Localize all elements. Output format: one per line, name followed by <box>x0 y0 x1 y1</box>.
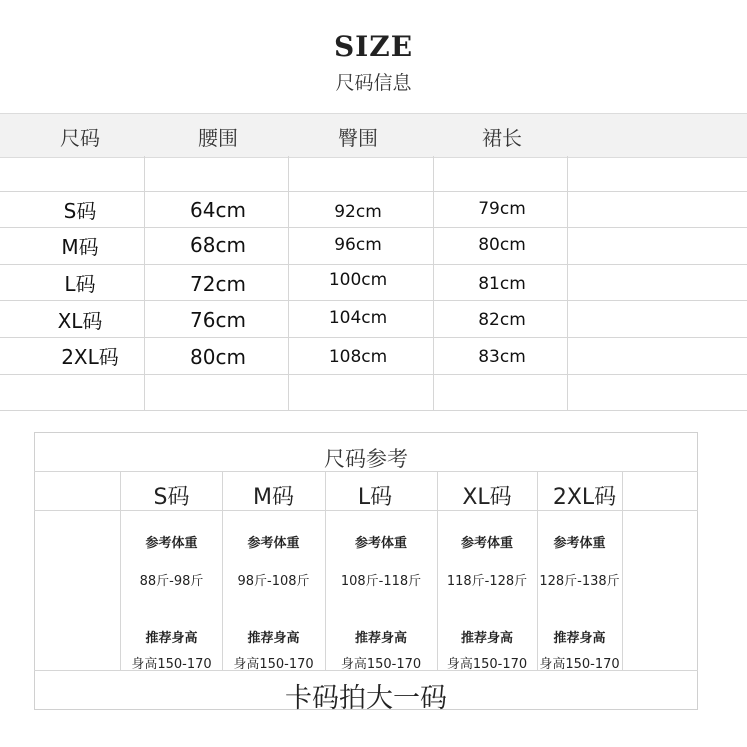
height-label: 推荐身高 <box>553 631 606 646</box>
grid-line <box>0 300 747 301</box>
grid-line <box>0 191 747 192</box>
weight-label: 参考体重 <box>553 536 606 551</box>
ref-size-2xl: 2XL码 <box>552 485 617 510</box>
row-length: 79cm <box>478 199 526 219</box>
row-size: S码 <box>63 199 97 223</box>
row-waist: 72cm <box>190 272 246 296</box>
grid-line <box>34 471 698 472</box>
height-label: 推荐身高 <box>145 631 198 646</box>
ref-size-xl: XL码 <box>462 485 512 510</box>
header-size: 尺码 <box>60 126 100 150</box>
row-size: L码 <box>64 272 96 296</box>
weight-label: 参考体重 <box>460 536 513 551</box>
ref-size-m: M码 <box>253 485 294 510</box>
row-hip: 92cm <box>334 202 382 222</box>
row-hip: 100cm <box>328 270 388 290</box>
header-waist: 腰围 <box>198 126 238 150</box>
height-range: 身高150-170 <box>131 657 212 672</box>
row-length: 82cm <box>478 310 526 330</box>
row-waist: 80cm <box>190 345 246 369</box>
reference-title: 尺码参考 <box>324 447 408 471</box>
weight-label: 参考体重 <box>145 536 198 551</box>
row-length: 83cm <box>478 347 526 367</box>
row-hip: 104cm <box>328 308 388 328</box>
height-label: 推荐身高 <box>247 631 300 646</box>
grid-line <box>567 156 568 410</box>
fit-note: 卡码拍大一码 <box>285 683 447 714</box>
row-size: XL码 <box>57 309 103 333</box>
grid-line <box>0 374 747 375</box>
grid-line <box>144 156 145 410</box>
weight-range: 98斤-108斤 <box>237 574 310 589</box>
height-label: 推荐身高 <box>460 631 513 646</box>
grid-line <box>0 337 747 338</box>
grid-line <box>0 264 747 265</box>
weight-range: 88斤-98斤 <box>139 574 204 589</box>
weight-range: 128斤-138斤 <box>539 574 620 589</box>
height-range: 身高150-170 <box>446 657 528 672</box>
height-range: 身高150-170 <box>539 657 620 672</box>
row-size: M码 <box>61 235 99 259</box>
row-waist: 64cm <box>190 198 246 222</box>
weight-range: 108斤-118斤 <box>340 574 422 589</box>
row-length: 80cm <box>478 235 526 255</box>
weight-label: 参考体重 <box>354 536 407 551</box>
grid-line <box>433 156 434 410</box>
height-range: 身高150-170 <box>233 657 314 672</box>
row-waist: 76cm <box>190 308 246 332</box>
page-subtitle: 尺码信息 <box>335 72 412 94</box>
row-size: 2XL码 <box>61 345 119 369</box>
weight-label: 参考体重 <box>247 536 300 551</box>
grid-line <box>0 410 747 411</box>
row-hip: 96cm <box>334 235 382 255</box>
row-length: 81cm <box>478 274 526 294</box>
row-waist: 68cm <box>190 233 246 257</box>
weight-range: 118斤-128斤 <box>446 574 528 589</box>
header-hip: 臀围 <box>338 126 378 150</box>
height-range: 身高150-170 <box>340 657 422 672</box>
grid-line <box>288 156 289 410</box>
height-label: 推荐身高 <box>354 631 407 646</box>
ref-size-s: S码 <box>153 485 190 510</box>
page-title: SIZE <box>333 30 414 63</box>
grid-line <box>0 227 747 228</box>
header-length: 裙长 <box>482 126 522 150</box>
ref-size-l: L码 <box>357 485 393 510</box>
row-hip: 108cm <box>328 347 388 367</box>
